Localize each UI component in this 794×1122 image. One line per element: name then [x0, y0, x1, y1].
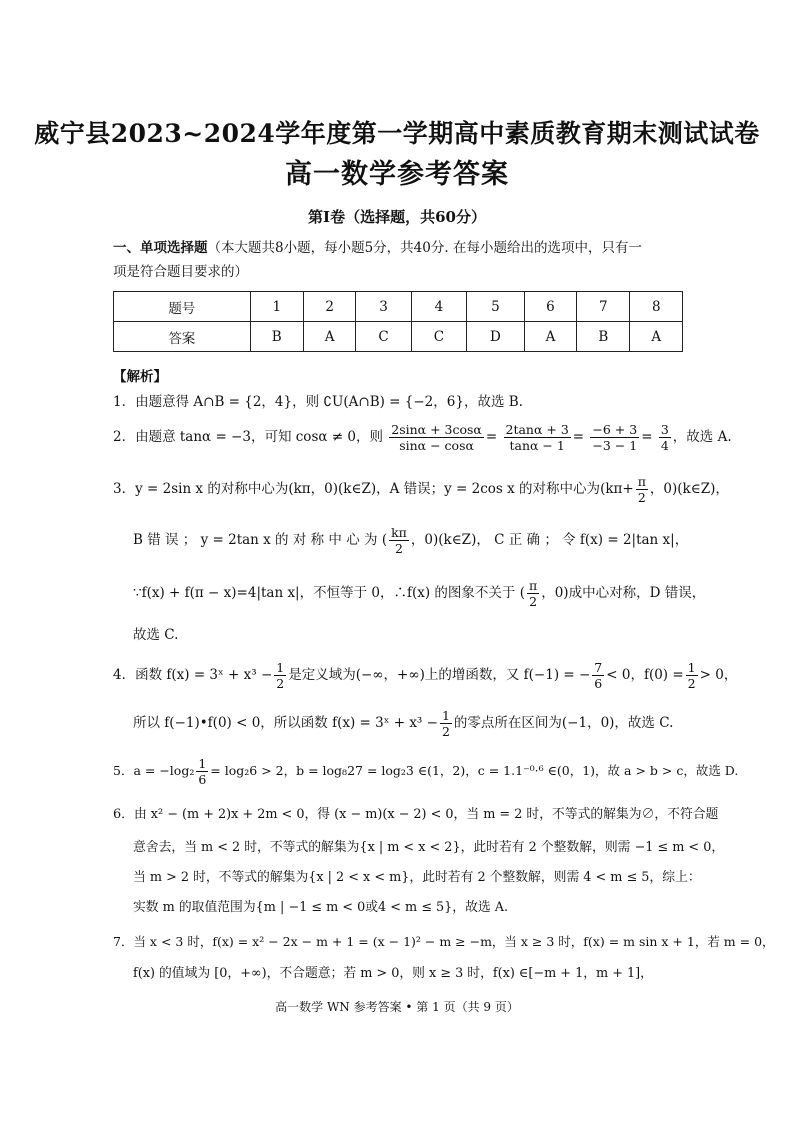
answer-cell: B [250, 322, 303, 352]
question-number: 7 [577, 292, 630, 322]
fraction: $\frac{2\tan\alpha + 3}{\tan\alpha - 1}$ [505, 422, 569, 453]
question-number: 5 [467, 292, 525, 322]
answer-cell: C [411, 322, 466, 352]
solution-3-line-1: 3．y = 2sin x 的对称中心为(kπ，0)(k∈Z)，A 错误；y = 2cos x 的对称中心为(kπ+ $\frac{\pi}{2}$ ，0)(k∈Z)， [113, 474, 729, 505]
table-header-cell: 题号 [114, 292, 251, 322]
section-heading: 第Ⅰ卷（选择题，共60分） [308, 208, 486, 226]
solution-6-line-4: 实数 m 的取值范围为{m | −1 ≤ m < 0或4 < m ≤ 5}，故选 A. [133, 900, 509, 915]
answer-cell: B [577, 322, 630, 352]
answer-cell: A [524, 322, 576, 352]
table-row [114, 322, 683, 352]
answer-cell: C [356, 322, 411, 352]
answer-cell: A [303, 322, 355, 352]
answer-key-title: 高一数学参考答案 [285, 159, 509, 190]
part1-label: 一、单项选择题 [113, 240, 208, 256]
fraction: $\frac{3}{4}$ [660, 422, 669, 453]
analysis-label: 【解析】 [113, 369, 167, 385]
solution-6-line-2: 意舍去，当 m < 2 时，不等式的解集为{x | m < x < 2}，此时若有 2 个整数解，则需 −1 ≤ m < 0， [133, 840, 725, 855]
question-number: 4 [411, 292, 466, 322]
answer-cell: A [630, 322, 683, 352]
question-number: 2 [303, 292, 355, 322]
part1-desc-2: 项是符合题目要求的） [113, 264, 248, 280]
question-number: 8 [630, 292, 683, 322]
page-footer: 高一数学 WN 参考答案 • 第 1 页（共 9 页） [275, 1000, 519, 1014]
answer-cell: D [467, 322, 525, 352]
table-row [114, 292, 683, 322]
fraction: $\frac{2\sin\alpha + 3\cos\alpha}{\sin\alpha - \cos\alpha}$ [391, 422, 482, 453]
solution-3-line-4: 故选 C. [133, 627, 179, 643]
solution-4-line-2: 所以 f(−1)•f(0) < 0，所以函数 f(x) = 3ˣ + x³ − $\frac{1}{2}$ 的零点所在区间为(−1，0)，故选 C. [133, 708, 674, 739]
solution-2: 2．由题意 tanα = −3，可知 cosα ≠ 0，则 $\frac{2\sin\alpha + 3\cos\alpha}{\sin\alpha - \cos\alpha}$ = $\frac{2\tan\alpha + 3}{\tan\alpha - 1}$ = $\frac{-6 + 3}{-3 - 1}$ = $\frac{3}{4}$ ，故选 A. [113, 422, 732, 453]
solution-4-line-1: 4．函数 f(x) = 3ˣ + x³ − $\frac{1}{2}$ 是定义域为(−∞，+∞)上的增函数，又 f(−1) = − $\frac{7}{6}$ < 0，f(0) = $\frac{1}{2}$ > 0， [113, 660, 738, 691]
table-header-cell: 答案 [114, 322, 251, 352]
fraction: $\frac{-6 + 3}{-3 - 1}$ [592, 422, 638, 453]
part1-desc: （本大题共8小题，每小题5分，共40分. 在每小题给出的选项中，只有一 [207, 240, 642, 256]
solution-3-line-2: B 错 误 ； y = 2tan x 的 对 称 中 心 为 ( $\frac{k\pi}{2}$ ，0)(k∈Z)， C 正 确 ； 令 f(x) = 2|tan x|， [133, 525, 689, 556]
answer-table [113, 291, 683, 352]
solution-7-line-1: 7．当 x < 3 时，f(x) = x² − 2x − m + 1 = (x − 1)² − m ≥ −m，当 x ≥ 3 时，f(x) = m sin x + 1，若 m = 0， [113, 934, 775, 949]
solution-6-line-3: 当 m > 2 时，不等式的解集为{x | 2 < x < m}，此时若有 2 个整数解，则需 4 < m ≤ 5，综上： [133, 870, 701, 885]
solution-5: 5．a = −log₂ $\frac{1}{6}$ = log₂6 > 2，b = log₈27 = log₂3 ∈(1，2)，c = 1.1⁻⁰·⁶ ∈(0，1)，故 a > b > c，故选 D. [113, 756, 739, 787]
solution-6-line-1: 6．由 x² − (m + 2)x + 2m < 0，得 (x − m)(x − 2) < 0，当 m = 2 时，不等式的解集为∅，不符合题 [113, 807, 719, 822]
solution-7-line-2: f(x) 的值域为 [0，+∞)，不合题意；若 m > 0，则 x ≥ 3 时，f(x) ∈[−m + 1，m + 1]， [133, 966, 653, 981]
exam-title: 威宁县2023~2024学年度第一学期高中素质教育期末测试试卷 [34, 119, 760, 148]
question-number: 6 [524, 292, 576, 322]
question-number: 1 [250, 292, 303, 322]
solution-1: 1．由题意得 A∩B = {2，4}，则 ∁U(A∩B) = {−2，6}，故选 B. [113, 394, 523, 410]
solution-3-line-3: ∵f(x) + f(π − x)=4|tan x|，不恒等于 0，∴f(x) 的图象不关于 ( $\frac{\pi}{2}$ ，0)成中心对称，D 错误， [133, 578, 706, 609]
question-number: 3 [356, 292, 411, 322]
part1-intro [113, 236, 683, 284]
